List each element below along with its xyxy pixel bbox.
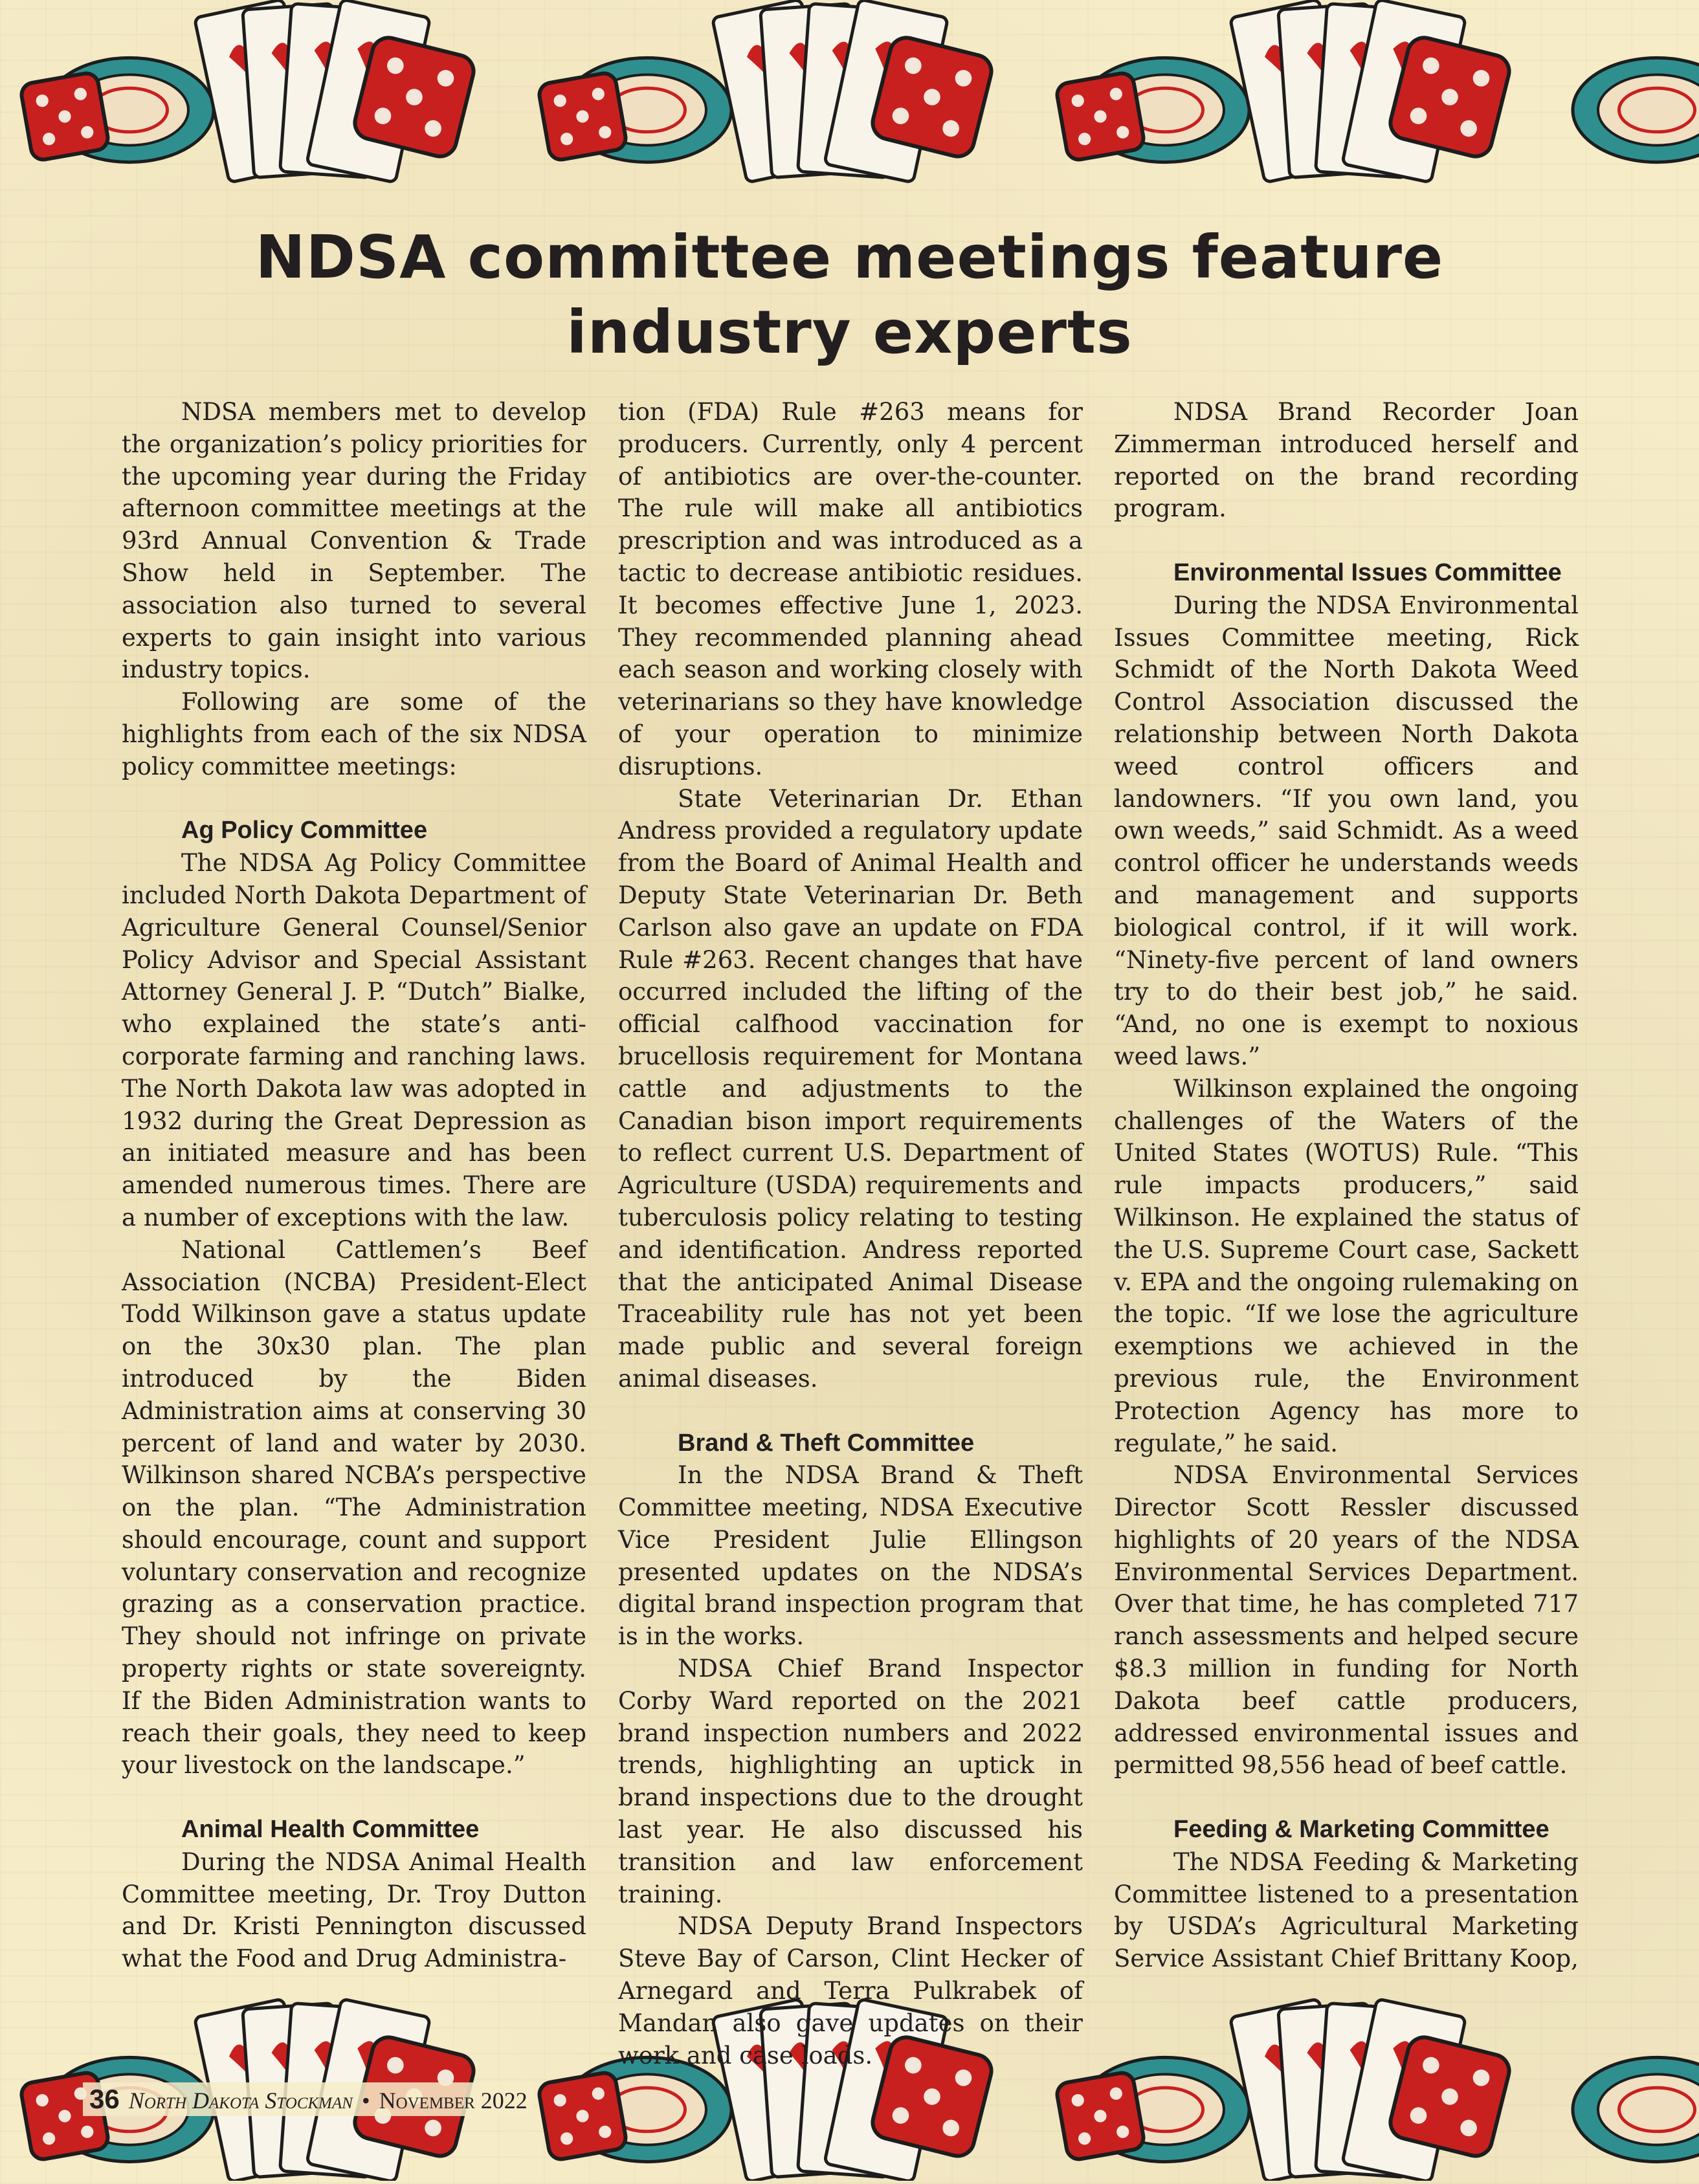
column-2 xyxy=(618,396,1083,2071)
paragraph: NDSA Brand Recorder Joan Zimmerman introduced herself and reported on the brand recording program. xyxy=(1114,398,1579,523)
paragraph: Following are some of the highlights from each of the six NDSA policy committee meetings: xyxy=(122,688,586,780)
dice-icon xyxy=(1387,2034,1513,2159)
top-decorative-border xyxy=(0,0,1699,207)
section-heading-environmental: Environmental Issues Committee xyxy=(1173,558,1562,586)
footer-separator: • xyxy=(361,2088,370,2113)
dice-icon xyxy=(351,34,477,160)
paragraph: State Veterinarian Dr. Ethan Andress provided a regulatory update from the Board of Animal Health and Deputy State Veterinarian Dr. Beth Carlson also gave an update on FDA Rule #263. Recent changes that have occurred included the lifting of the official calfhood vaccination for brucellosis requirement for Montana cattle and adjustments to the Canadian bison import requirements to reflect current U.S. Department of Agriculture (USDA) requirements and tuberculosis policy relating to testing and identification. Andress reported that the anticipated Animal Disease Traceability rule has not yet been made public and several foreign animal diseases. xyxy=(618,784,1083,1393)
dice-icon xyxy=(537,2071,627,2161)
paragraph: NDSA Deputy Brand Inspectors Steve Bay of Carson, Clint Hecker of Arnegard and Terra Pulkrabek of Mandan also gave updates on their work and case loads. xyxy=(618,1912,1083,2069)
paragraph: During the NDSA Environmental Issues Committee meeting, Rick Schmidt of the North Dakota Weed Control Association discussed the relationship between North Dakota weed control officers and landowners. “If you own land, you own weeds,” said Schmidt. As a weed control officer he understands weeds and management and supports biological control, if it will work. “Ninety-five percent of land owners try to do their best job,” he said. “And, no one is exempt to noxious weed laws.” xyxy=(1114,591,1579,1070)
section-heading-animal-health: Animal Health Committee xyxy=(181,1816,480,1844)
paragraph: National Cattlemen’s Beef Association (NCBA) President-Elect Todd Wilkinson gave a status update on the 30x30 plan. The plan introduced by the Biden Administration aims at conserving 30 percent of land and water by 2030. Wilkinson shared NCBA’s perspective on the plan. “The Administration should encourage, count and support voluntary conservation and recognize grazing as a conservation practice. They should not infringe on private property rights or state sovereignty. If the Biden Administration wants to reach their goals, they need to keep your livestock on the landscape.” xyxy=(122,1235,586,1780)
headline: NDSA committee meetings feature industry experts xyxy=(255,223,1444,367)
paragraph: NDSA Chief Brand Inspector Corby Ward reported on the 2021 brand inspection numbers and 2022 trends, highlighting an uptick in brand inspections due to the drought last year. He also discussed his transition and law enforcement training. xyxy=(618,1655,1083,1908)
paragraph: The NDSA Feeding & Marketing Committee listened to a presentation by USDA’s Agricultural Marketing Service Assistant Chief Brittany Koop, xyxy=(1114,1848,1579,1973)
poker-chip-icon xyxy=(1573,58,1699,162)
paragraph: During the NDSA Animal Health Committee meeting, Dr. Troy Dutton and Dr. Kristi Pennington discussed what the Food and Drug Administra- xyxy=(122,1848,586,1973)
section-heading-ag-policy: Ag Policy Committee xyxy=(181,817,428,844)
column-3 xyxy=(1114,396,1579,1975)
page-number: 36 xyxy=(89,2084,120,2114)
paragraph: NDSA members met to develop the organization’s policy priorities for the upcoming year during the Friday afternoon committee meetings at the 93rd Annual Convention & Trade Show held in September. The association also turned to several experts to gain insight into various industry topics. xyxy=(122,398,586,684)
section-heading-brand-theft: Brand & Theft Committee xyxy=(678,1429,975,1457)
dice-icon xyxy=(537,71,627,161)
page-footer xyxy=(83,2082,534,2116)
section-heading-feeding-marketing: Feeding & Marketing Committee xyxy=(1173,1816,1549,1844)
paragraph: The NDSA Ag Policy Committee included North Dakota Department of Agriculture General Counsel/Senior Policy Advisor and Special Assistant Attorney General J. P. “Dutch” Bialke, who explained the state’s anti-corporate farming and ranching laws. The North Dakota law was adopted in 1932 during the Great Depression as an initiated measure and has been amended numerous times. There are a number of exceptions with the law. xyxy=(122,849,586,1231)
dice-icon xyxy=(1387,34,1513,160)
paragraph: NDSA Environmental Services Director Scott Ressler discussed highlights of 20 years of the NDSA Environmental Services Department. Over that time, he has completed 717 ranch assessments and helped secure $8.3 million in funding for North Dakota beef cattle producers, addressed environmental issues and permitted 98,556 head of beef cattle. xyxy=(1114,1461,1579,1780)
paragraph: In the NDSA Brand & Theft Committee meeting, NDSA Executive Vice President Julie Ellingson presented updates on the NDSA’s digital brand inspection program that is in the works. xyxy=(618,1461,1083,1651)
issue-date: November 2022 xyxy=(379,2088,527,2113)
publication-name: North Dakota Stockman xyxy=(128,2088,353,2113)
dice-icon xyxy=(1055,2071,1145,2161)
dice-icon xyxy=(1055,71,1145,161)
poker-chip-icon xyxy=(1573,2057,1699,2161)
column-1 xyxy=(122,396,586,1975)
paragraph: Wilkinson explained the ongoing challenges of the Waters of the United States (WOTUS) Rule. “This rule impacts producers,” said Wilkinson. He explained the status of the U.S. Supreme Court case, Sackett v. EPA and the ongoing rulemaking on the topic. “If we lose the agriculture exemptions we achieved in the previous rule, the Environment Protection Agency has more to regulate,” he said. xyxy=(1114,1074,1579,1457)
paragraph: tion (FDA) Rule #263 means for producers. Currently, only 4 percent of antibiotics are over-the-counter. The rule will make all antibiotics prescription and was introduced as a tactic to decrease antibiotic residues. It becomes effective June 1, 2023. They recommended planning ahead each season and working closely with veterinarians so they have knowledge of your operation to minimize disruptions. xyxy=(618,398,1083,780)
dice-icon xyxy=(19,71,109,161)
dice-icon xyxy=(869,34,995,160)
